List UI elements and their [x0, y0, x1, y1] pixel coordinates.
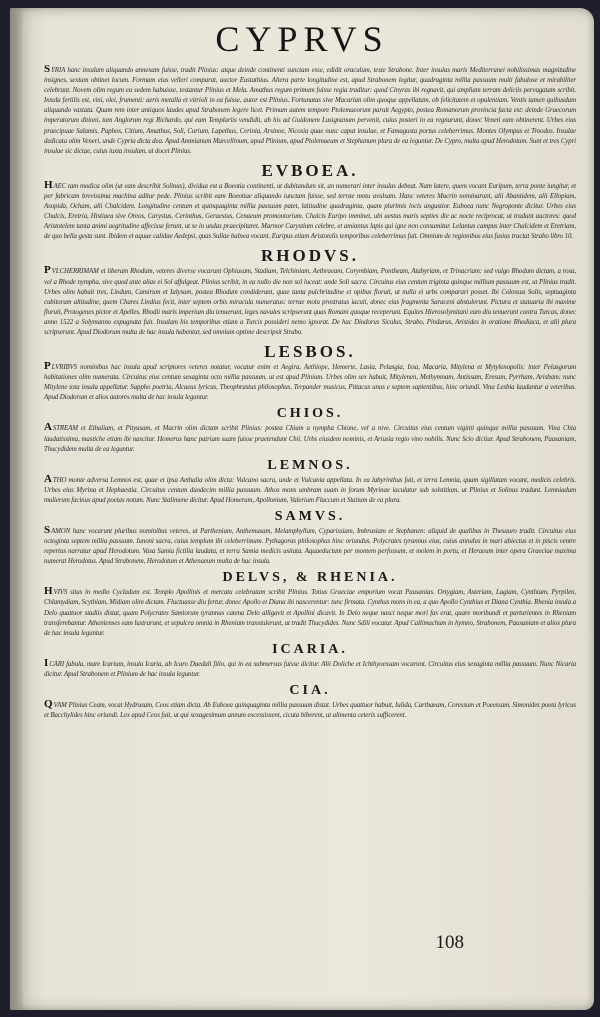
section-samus-text: SAMON hanc vocarunt pluribus nominibus veteres, ut Parthenium, Anthemusam, Melamphyllum, Cyparissiam, Imbrasiam et Stephanen: aliquid de qualibus in Thesauro tradit. Circuitus eius octoginta septem millia passuum. Iunoni sacra, cuius templum ibi celeberrimum. Pythagoras philosophus hinc oriundus. Polycrates tyrannus eius, cuius annulus in mari abiectus et in piscis ventre repertus narratur apud Herodotum. Vasa Samia fictilia laudata, et terra Samia medicis usitata. Aquaeductum per montem perfossum, et molem in portu, et Heraeum inter opera Graeciae maxima numerat Herodotus. Apud Strabonem, Herodotum et Athenaeum multa de hac insula. [44, 524, 576, 566]
drop-initial: P [44, 264, 51, 277]
section-icaria-text: ICARI fabula, mare Icarium, insula Icaria, ab Icaro Daedali filio, qui in ea submersus fuisse dicitur. Alii Doliche et Ichthyoessam vocarunt. Circuitus eius sexaginta millia passuum. Nunc Nicaria dicitur. Apud Strabonem et Plinium de hac insula leguntur. [44, 656, 576, 678]
book-page [10, 8, 594, 1010]
drop-initial: H [44, 585, 53, 598]
page-header: CYPRVS [215, 19, 389, 59]
section-cia-text: QVAM Plinius Ceam, vocat Hydrusam, Ceos etiam dicta. Ab Euboea quinquaginta millia passuum distat. Urbes quattuor habuit, Iulida, Carthaeam, Coressum et Poeessam. Simonides poeta lyricus et Bacchylides hinc oriundi. Lex apud Ceos fuit, ut qui sexagesimum annum excessissent, cicuta biberent, ut alimenta ceteris sufficerent. [44, 698, 576, 720]
section-delus-text: HVIVS situs in medio Cycladum est. Templo Apollinis et mercatu celebratam scribit Plinius. Totius Graeciae emporium vocat Pausanias. Ortygiam, Asteriam, Lagiam, Cynthiam, Pyrpilen, Chlamydiam, Scythiam, Midiam olim dictam. Fluctuasse diu fertur, donec Apollo et Diana ibi nascerentur: tunc firmata. Cynthus mons in ea, a quo Apollo Cynthius et Diana Cynthia. Rhenia insula a Delo quattuor stadiis distat, quam Polycrates Samiorum tyrannus catena Delo alligavit et Apollini dicavit. In Delo neque nasci neque mori fas erat, quare moribundi et parturientes in Rheniam transferebantur. Athenienses eam lustrarunt, et sepulcra omnia in Rheniam transtulerunt, ut tradit Thucydides. Nunc Sdili vocatur. Apud Callimachum in hymno, Strabonem, Pausaniam et alios plura de hac insula leguntur. [44, 585, 576, 637]
drop-initial: A [44, 472, 52, 485]
drop-initial: H [44, 178, 53, 191]
section-title-samus: SAMVS. [274, 509, 346, 524]
section-title-rhodus: RHODVS. [261, 246, 359, 266]
section-euboea-text: HAEC tam modica olim (ut eam describit Solinus), dividua est a Boeotia continenti, ut dubitandum sit, an numerari inter insulas debeat. Nam latere, quem vocant Euripum, terra ponte iungitur, et per fabricam brevissima machina aditur pede. Plinius scribit eam Boeotiae aliquando iunctam fuisse, sed terrae motu avulsam. Hanc veteres Macrin nominarunt, alii Abantidem, alii Ellopiam, Asopida, Ocham, alii Chalcidem. Longitudine centum et quinquaginta millia passuum patet, latitudine quadraginta, quam plurimis locis angustior. Euboea nunc Negroponte dicitur. Urbes eius Chalcis, Eretria, Histiaea sive Oreos, Carystus, Cerinthus, Geraestus, Cenaeum promontorium. Chalcis Euripo imminet, ubi aestus maris septies die ac nocte reciprocat, ut tradunt auctores: quod Aristotelem tanta animi aegritudine affecisse ferunt, ut se in undas praecipitaret. Marmor Carystium celebre, et amiantus lapis qui igne non consumitur. Lelantus campus inter Chalcidem et Eretriam, de quo bella gesta sunt. Ibidem et aquae calidae Aedepsi, quas Sullae balnea vocant. Euripus etiam Aristotelis temporibus celeberrimus fuit. Omnium de regionibus eius fusius tractat Strabo libro 10. [44, 178, 576, 241]
section-lesbos-text: PLVRIBVS nominibus hac insula apud scriptores veteres notatur, vocatur enim et Aegira, Aethiope, Hemerte, Lasia, Pelasgia, Issa, Macaria, Mitylena et Mytylenopolis: inter Pelasgorum habitationes olim numerata. Circuitus eius centum sexaginta octo millia passuum, ut est apud Plinium. Urbes olim sex habuit, Mitylenen, Methymnam, Antissam, Eresum, Pyrrham, Arisbam: nunc Mitylene tota insula appellatur. Sappho poetria, Alcaeus lyricus, Theophrastus philosophus, Terpander musicus, Pittacus unus e septem sapientibus, hinc oriundi. Vina Lesbia laudantur a veteribus. Apud Diodorum et alios autores multa de hac insula leguntur. [44, 360, 576, 402]
section-title-icaria: ICARIA. [272, 641, 348, 657]
section-title-lemnos: LEMNOS. [267, 457, 353, 473]
page-number: 108 [435, 932, 464, 953]
section-title-chios: CHIOS. [276, 406, 344, 422]
page-content [44, 64, 576, 721]
section-title-euboea: EVBOEA. [261, 160, 359, 180]
drop-initial: Q [44, 698, 53, 711]
drop-initial: I [44, 656, 49, 669]
section-lemnos-text: ATHO monte adversa Lemnos est, quae et ipsa Aethalia olim dicta: Vulcano sacra, unde et Vulcania appellata. In ea labyrinthus fuit, et terra Lemnia, quam sigillatam vocant, medicis celebris. Urbes eius Myrina et Hephaestia. Circuitus centum duodecim millia passuum. Athos mons umbram suam in forum Myrinae iaculatur sub solstitium, ut Plinius et Solinus tradunt. Lemniadum mulierum facinus apud poetas notum. Nunc Stalimene dicitur. Apud Homerum, Apollonium, Valerium Flaccum et Statium de ea plura. [44, 472, 576, 504]
drop-initial: S [44, 63, 51, 75]
section-title-cia: CIA. [289, 683, 331, 699]
drop-initial: A [44, 421, 52, 434]
page-spine-shadow [10, 8, 24, 1010]
section-rhodus-text: PVLCHERRIMAM et liberam Rhodum, veteres diverse vocarunt Ophiusam, Stadiam, Telchiniam, Aethraeam, Corymbiam, Pontheam, Atabyriam, et Trinacriam: sed vulgo Rhodum dictam, a rosa, vel a Rhode nympha, sive quod ante alias ei Sol affulgeat. Plinius scribit, in ea nullo die non sol luceat: unde Soli sacra. Circuitus eius centum triginta quinque millium passuum est, ut Plinius tradit. Urbes olim habuit tres, Lindum, Camirum et Ialysum, postea Rhodum condiderunt, quae tanta pulchritudine et opibus floruit, ut nulla ei urbs comparari posset. Ibi Colossus Solis, septuaginta cubitorum altitudine, quem Chares Lindius fecit, inter septem orbis miracula numeratus: terrae motu prostratus iacuit, donec eius fragmenta Saraceni abstulerunt. Pictura et statuaria ibi maxime floruit, Protogenes pictor et Apelles. Rhodii maris imperium diu tenuerunt, leges navales scripserunt quas Romani quoque receperunt. Equites Hierosolymitani eam diu tenuerunt contra Turcas, donec anno 1522 a Solymanno expugnata fuit. Insulam his temporibus etiam a Turcis possideri nemo ignorat. De hac Diodorus Siculus, Strabo, Pindarus, Aristides in oratione Rhodiaca, et alii plura scripserunt. Apud Diodorum multa de hac insula habentur, sed omnium optime descripsit Strabo. [44, 264, 576, 336]
section-title-lesbos: LESBOS. [264, 342, 356, 362]
section-chios-text: ASTREAM et Ethaliam, et Pityusam, et Macrin olim dictam scribit Plinius: postea Chium a nympha Chione, vel a nive. Circuitus eius centum viginti quinque millia passuum. Vina Chia laudatissima, mastiche etiam ibi nascitur. Homerus hanc patriam suam fuisse praetendunt Chii. Urbs eiusdem nominis, et Ariusia regio vino nobilis. Nunc Scio dicitur. Apud Strabonem, Pausaniam, Thucydidem multa de ea leguntur. [44, 421, 576, 453]
section-title-delus-rhenia: DELVS, & RHENIA. [222, 570, 398, 586]
section-cyprus-text: SYRIA hanc insulam aliquando annexam fuisse, tradit Plinius: atque deinde continenti sunctam esse, edidit oraculum, teste Strabone. Inter insulas maris Mediterranei nobilissimas magnitudine insignes, sextum obtinet locum. Formam eius velleri comparat, auctor Eustathius. Altera parte longitudine est, apud Strabonem legitur, quadraginta millia passuum multi fabulose et mirabiliter celebrant. Novem olim regum ea sedem habuisse, testantur Plinius et Mela. Amathus regum primum fuisse regia traditur: quod Cinyras ibi regnavit, qui ampliam terram deliciis pervagatam scribit. Insula fertilis est, vini, olei, frumenti: aeris metalla et vitrioli in ea fuisse, autor est Plinius. Fortunatas sive Macarian olim quoque appellatam, ob felicitatem et opulentiam. Ventis tamen quibusdam aliquando vastata. Quam rem inter antiquos laudes apud Strabonem legere licet. Primum autem tempore Ptolemaeorum paruit Aegypto, postea Romanorum provincia facta est: deinde Graecorum imperatorum ditioni, tum Anglorum regi Richardo, qui eam Templariis vendidit, ab his ad Guidonem Lusignanum pervenit, cuius posteri in ea regnarunt, donec Veneti eam obtinerent. Urbes eius praecipuae Salamis, Paphos, Citium, Amathus, Soli, Curium, Lapethus, Cerinia, Arsinoe, Nicosia quae nunc caput insulae, et Famagusta portus celeberrimus. Montes Olympus et Troodos. Insulae dedicata olim Veneri, unde Cypria dicta dea. Apud Ammianum Marcellinum, apud Plinium, apud Ptolemaeum et Stephanum plura de ea leguntur. De Cypro, multa apud Herodotum. Sunt et tres Cypri insulae sic dictae, cuius iuxta insulam, ut docet Plinius. [44, 63, 576, 155]
drop-initial: P [44, 360, 51, 373]
drop-initial: S [44, 524, 51, 536]
